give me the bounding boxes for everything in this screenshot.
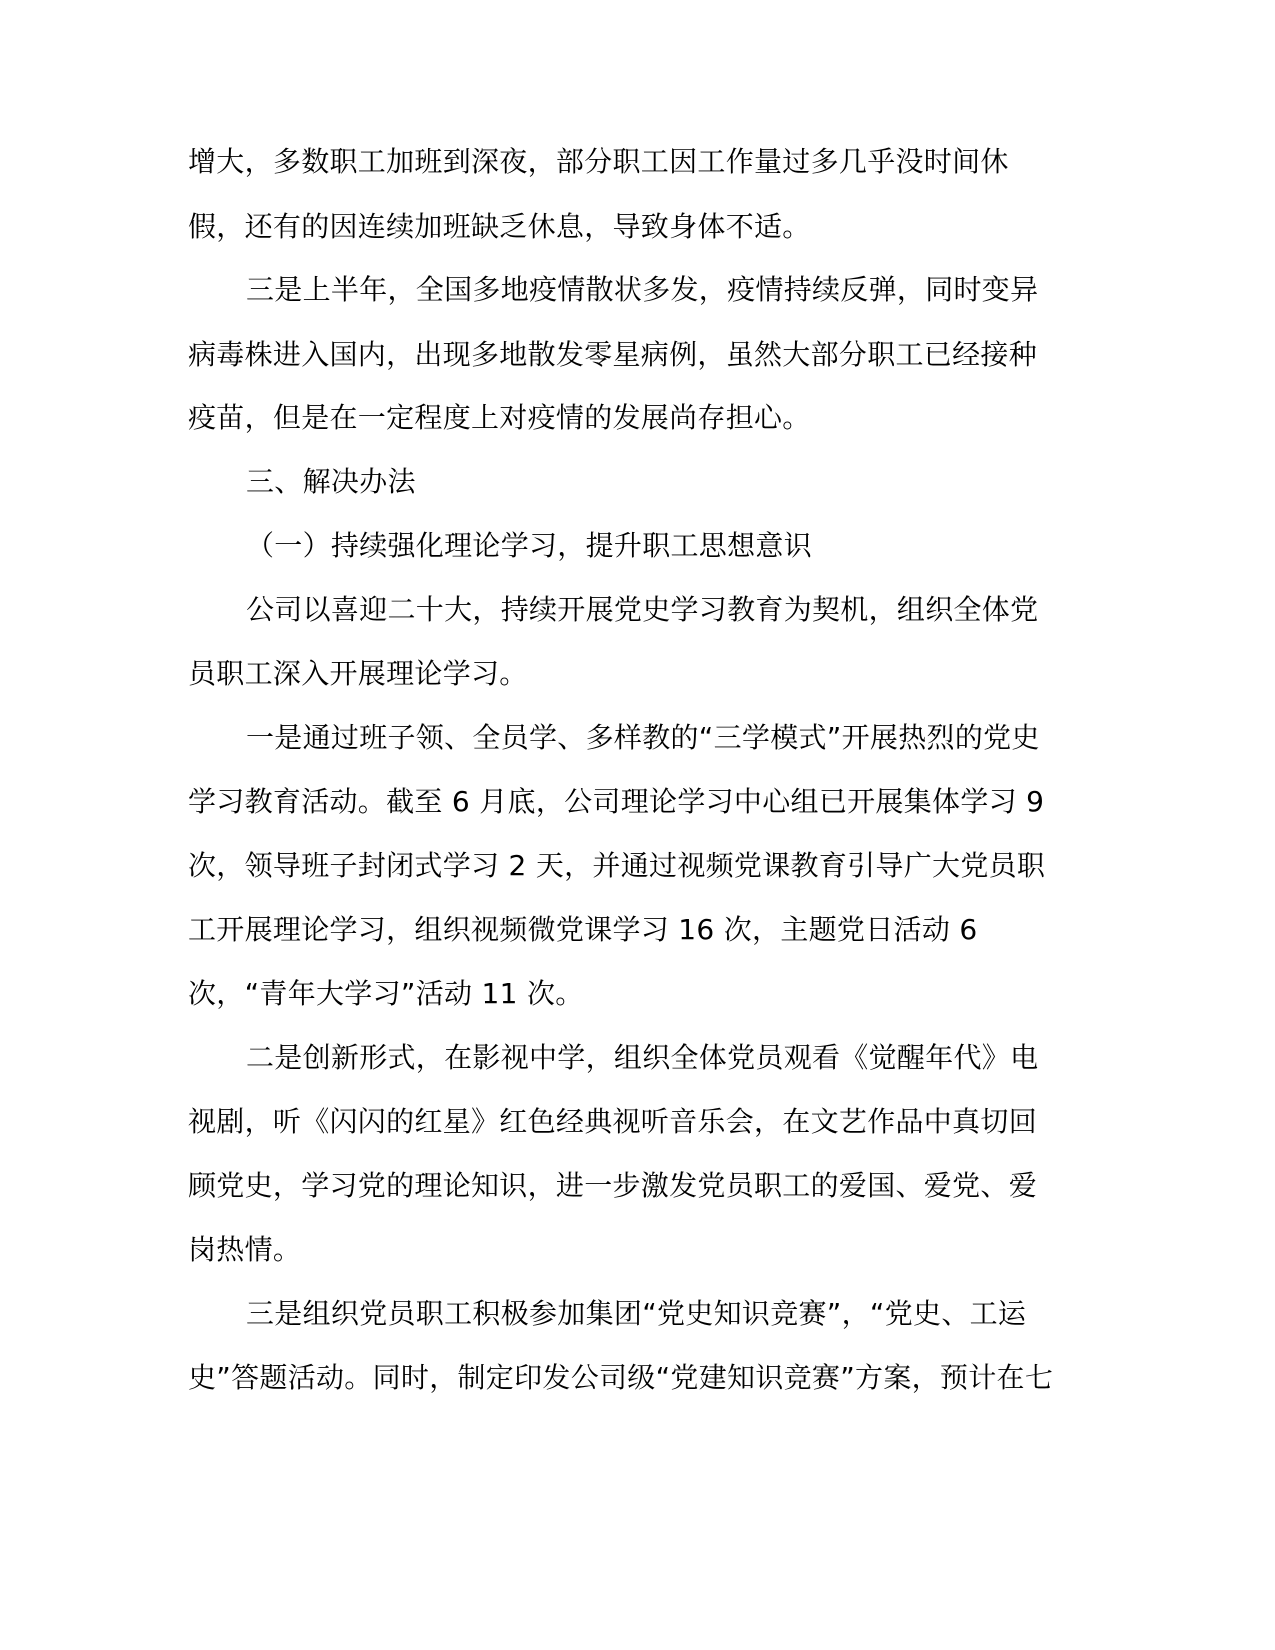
text-line: 岗热情。 bbox=[188, 1233, 302, 1266]
text-line: 次，领导班子封闭式学习 2 天，并通过视频党课教育引导广大党员职 bbox=[188, 849, 1046, 882]
text-line: 增大，多数职工加班到深夜，部分职工因工作量过多几乎没时间休 bbox=[188, 145, 1009, 178]
text-line: 史”答题活动。同时，制定印发公司级“党建知识竞赛”方案，预计在七 bbox=[188, 1361, 1054, 1394]
text-line: 公司以喜迎二十大，持续开展党史学习教育为契机，组织全体党 bbox=[246, 593, 1039, 626]
section-heading: 三、解决办法 bbox=[246, 465, 416, 498]
text-line: 次，“青年大学习”活动 11 次。 bbox=[188, 977, 584, 1010]
text-line: 三是组织党员职工积极参加集团“党史知识竞赛”，“党史、工运 bbox=[246, 1297, 1027, 1330]
text-line: 视剧，听《闪闪的红星》红色经典视听音乐会，在文艺作品中真切回 bbox=[188, 1105, 1038, 1138]
text-line: 工开展理论学习，组织视频微党课学习 16 次，主题党日活动 6 bbox=[188, 913, 978, 946]
text-line: 员职工深入开展理论学习。 bbox=[188, 657, 528, 690]
text-line: 假，还有的因连续加班缺乏休息，导致身体不适。 bbox=[188, 210, 811, 243]
text-line: 疫苗，但是在一定程度上对疫情的发展尚存担心。 bbox=[188, 401, 811, 434]
text-line: 顾党史，学习党的理论知识，进一步激发党员职工的爱国、爱党、爱 bbox=[188, 1169, 1038, 1202]
text-line: 学习教育活动。截至 6 月底，公司理论学习中心组已开展集体学习 9 bbox=[188, 785, 1045, 818]
text-line: 二是创新形式，在影视中学，组织全体党员观看《觉醒年代》电 bbox=[246, 1041, 1039, 1074]
text-line: 三是上半年，全国多地疫情散状多发，疫情持续反弹，同时变异 bbox=[246, 273, 1039, 306]
text-line: 一是通过班子领、全员学、多样教的“三学模式”开展热烈的党史 bbox=[246, 721, 1040, 754]
text-line: 病毒株进入国内，出现多地散发零星病例，虽然大部分职工已经接种 bbox=[188, 338, 1038, 371]
subsection-heading: （一）持续强化理论学习，提升职工思想意识 bbox=[246, 529, 813, 562]
